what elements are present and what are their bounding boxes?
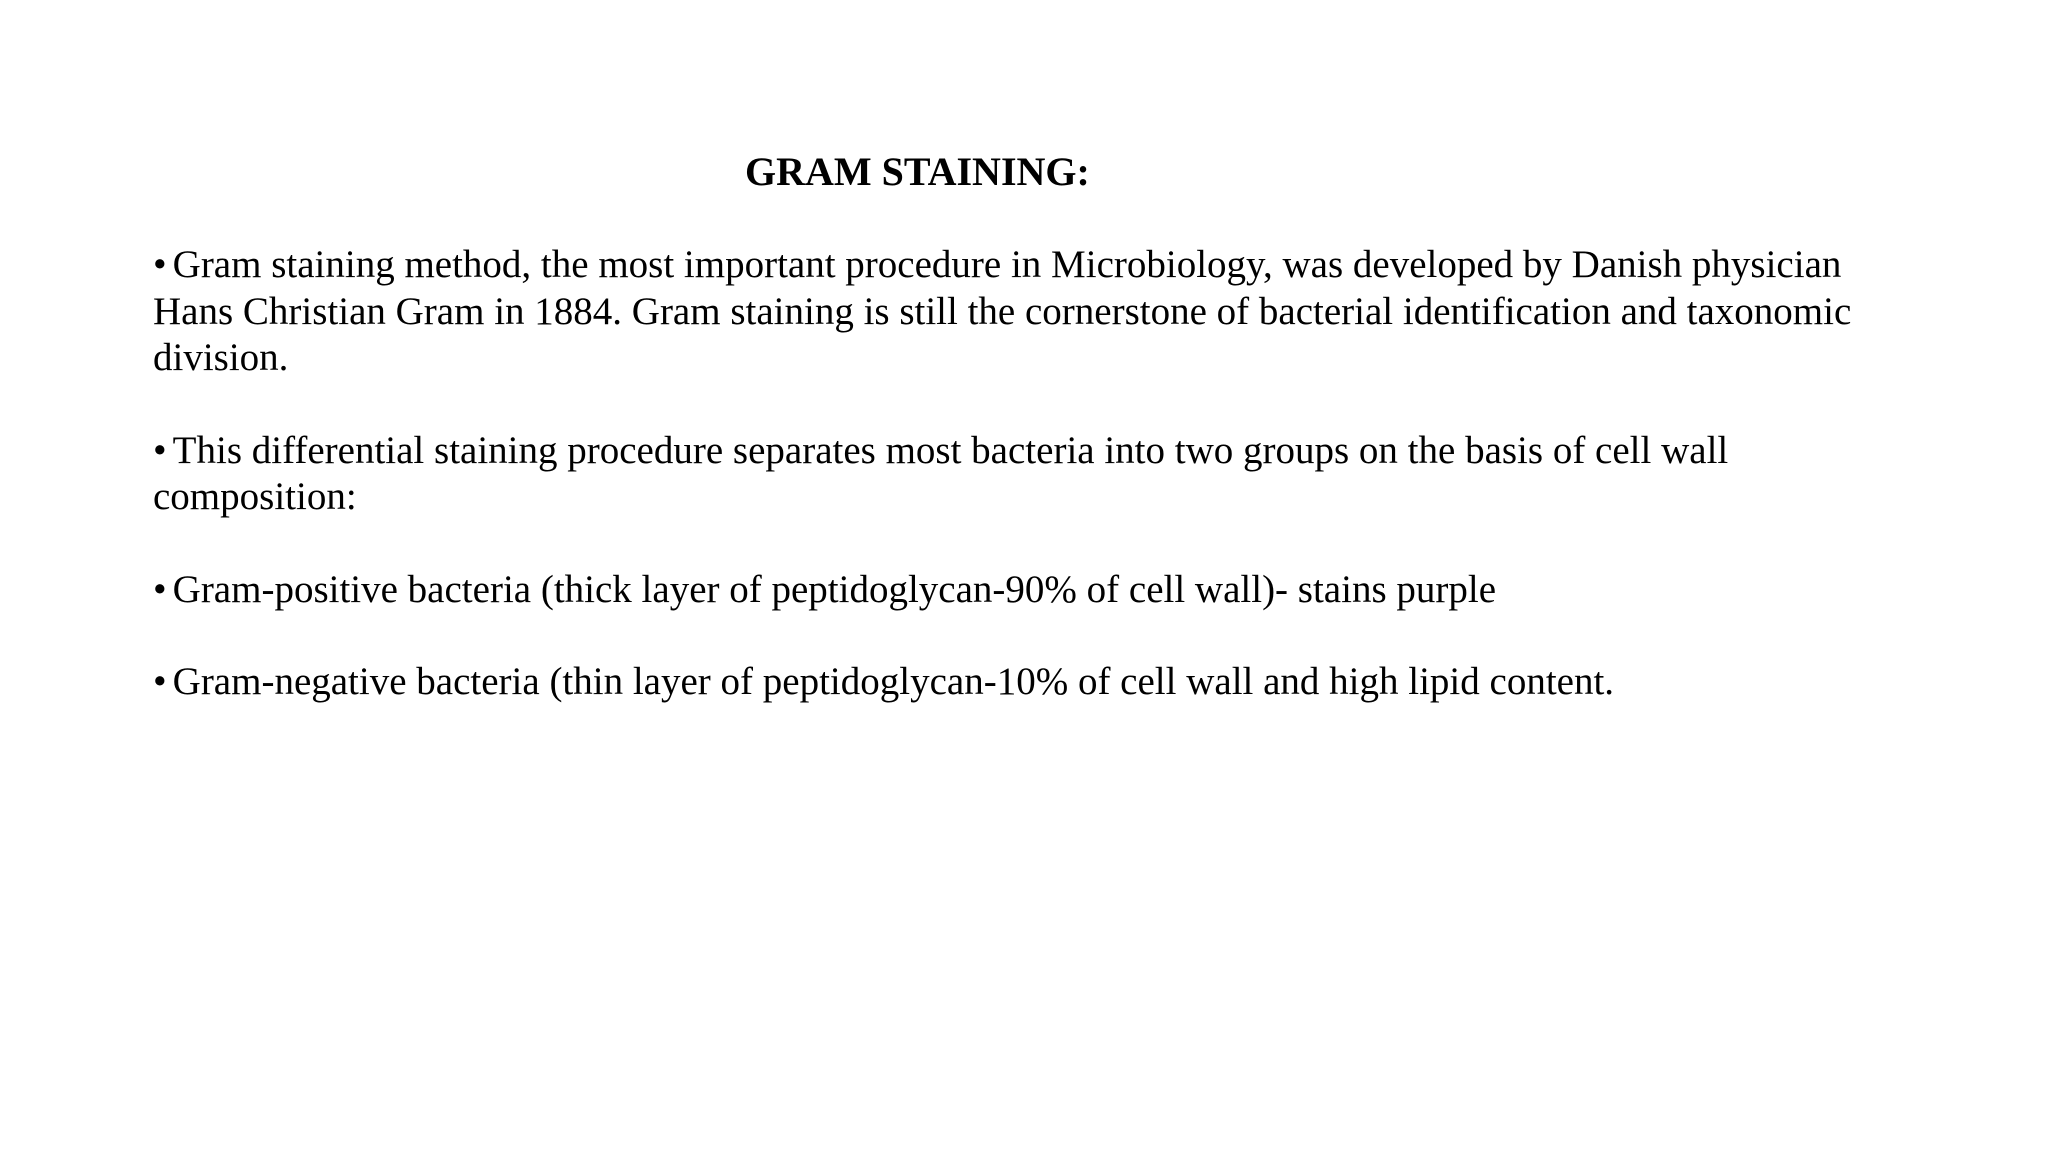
bullet-text: Gram-negative bacteria (thin layer of peptidoglycan-10% of cell wall and high lipid content. [172,660,1615,703]
bullet-text: Gram staining method, the most important procedure in Microbiology, was developed by Danish physician Hans Christian Gram in 1884. Gram staining is still the cornerstone of bacterial identification and taxonomic division. [153,243,1852,379]
bullet-dot: • [153,660,167,703]
slide-title: GRAM STAINING: [745,149,1090,194]
bullet-text: Gram-positive bacteria (thick layer of peptidoglycan-90% of cell wall)- stains purple [172,567,1497,611]
bullet-dot: • [153,567,167,611]
bullet-item [153,659,1873,706]
bullet-dot: • [153,428,167,472]
bullet-text: This differential staining procedure separates most bacteria into two groups on the basis of cell wall composition: [153,428,1729,518]
bullet-item [153,567,1873,614]
bullet-item [153,242,1873,382]
bullet-item [153,428,1873,521]
bullet-dot: • [153,243,167,286]
slide-body [153,242,1873,752]
